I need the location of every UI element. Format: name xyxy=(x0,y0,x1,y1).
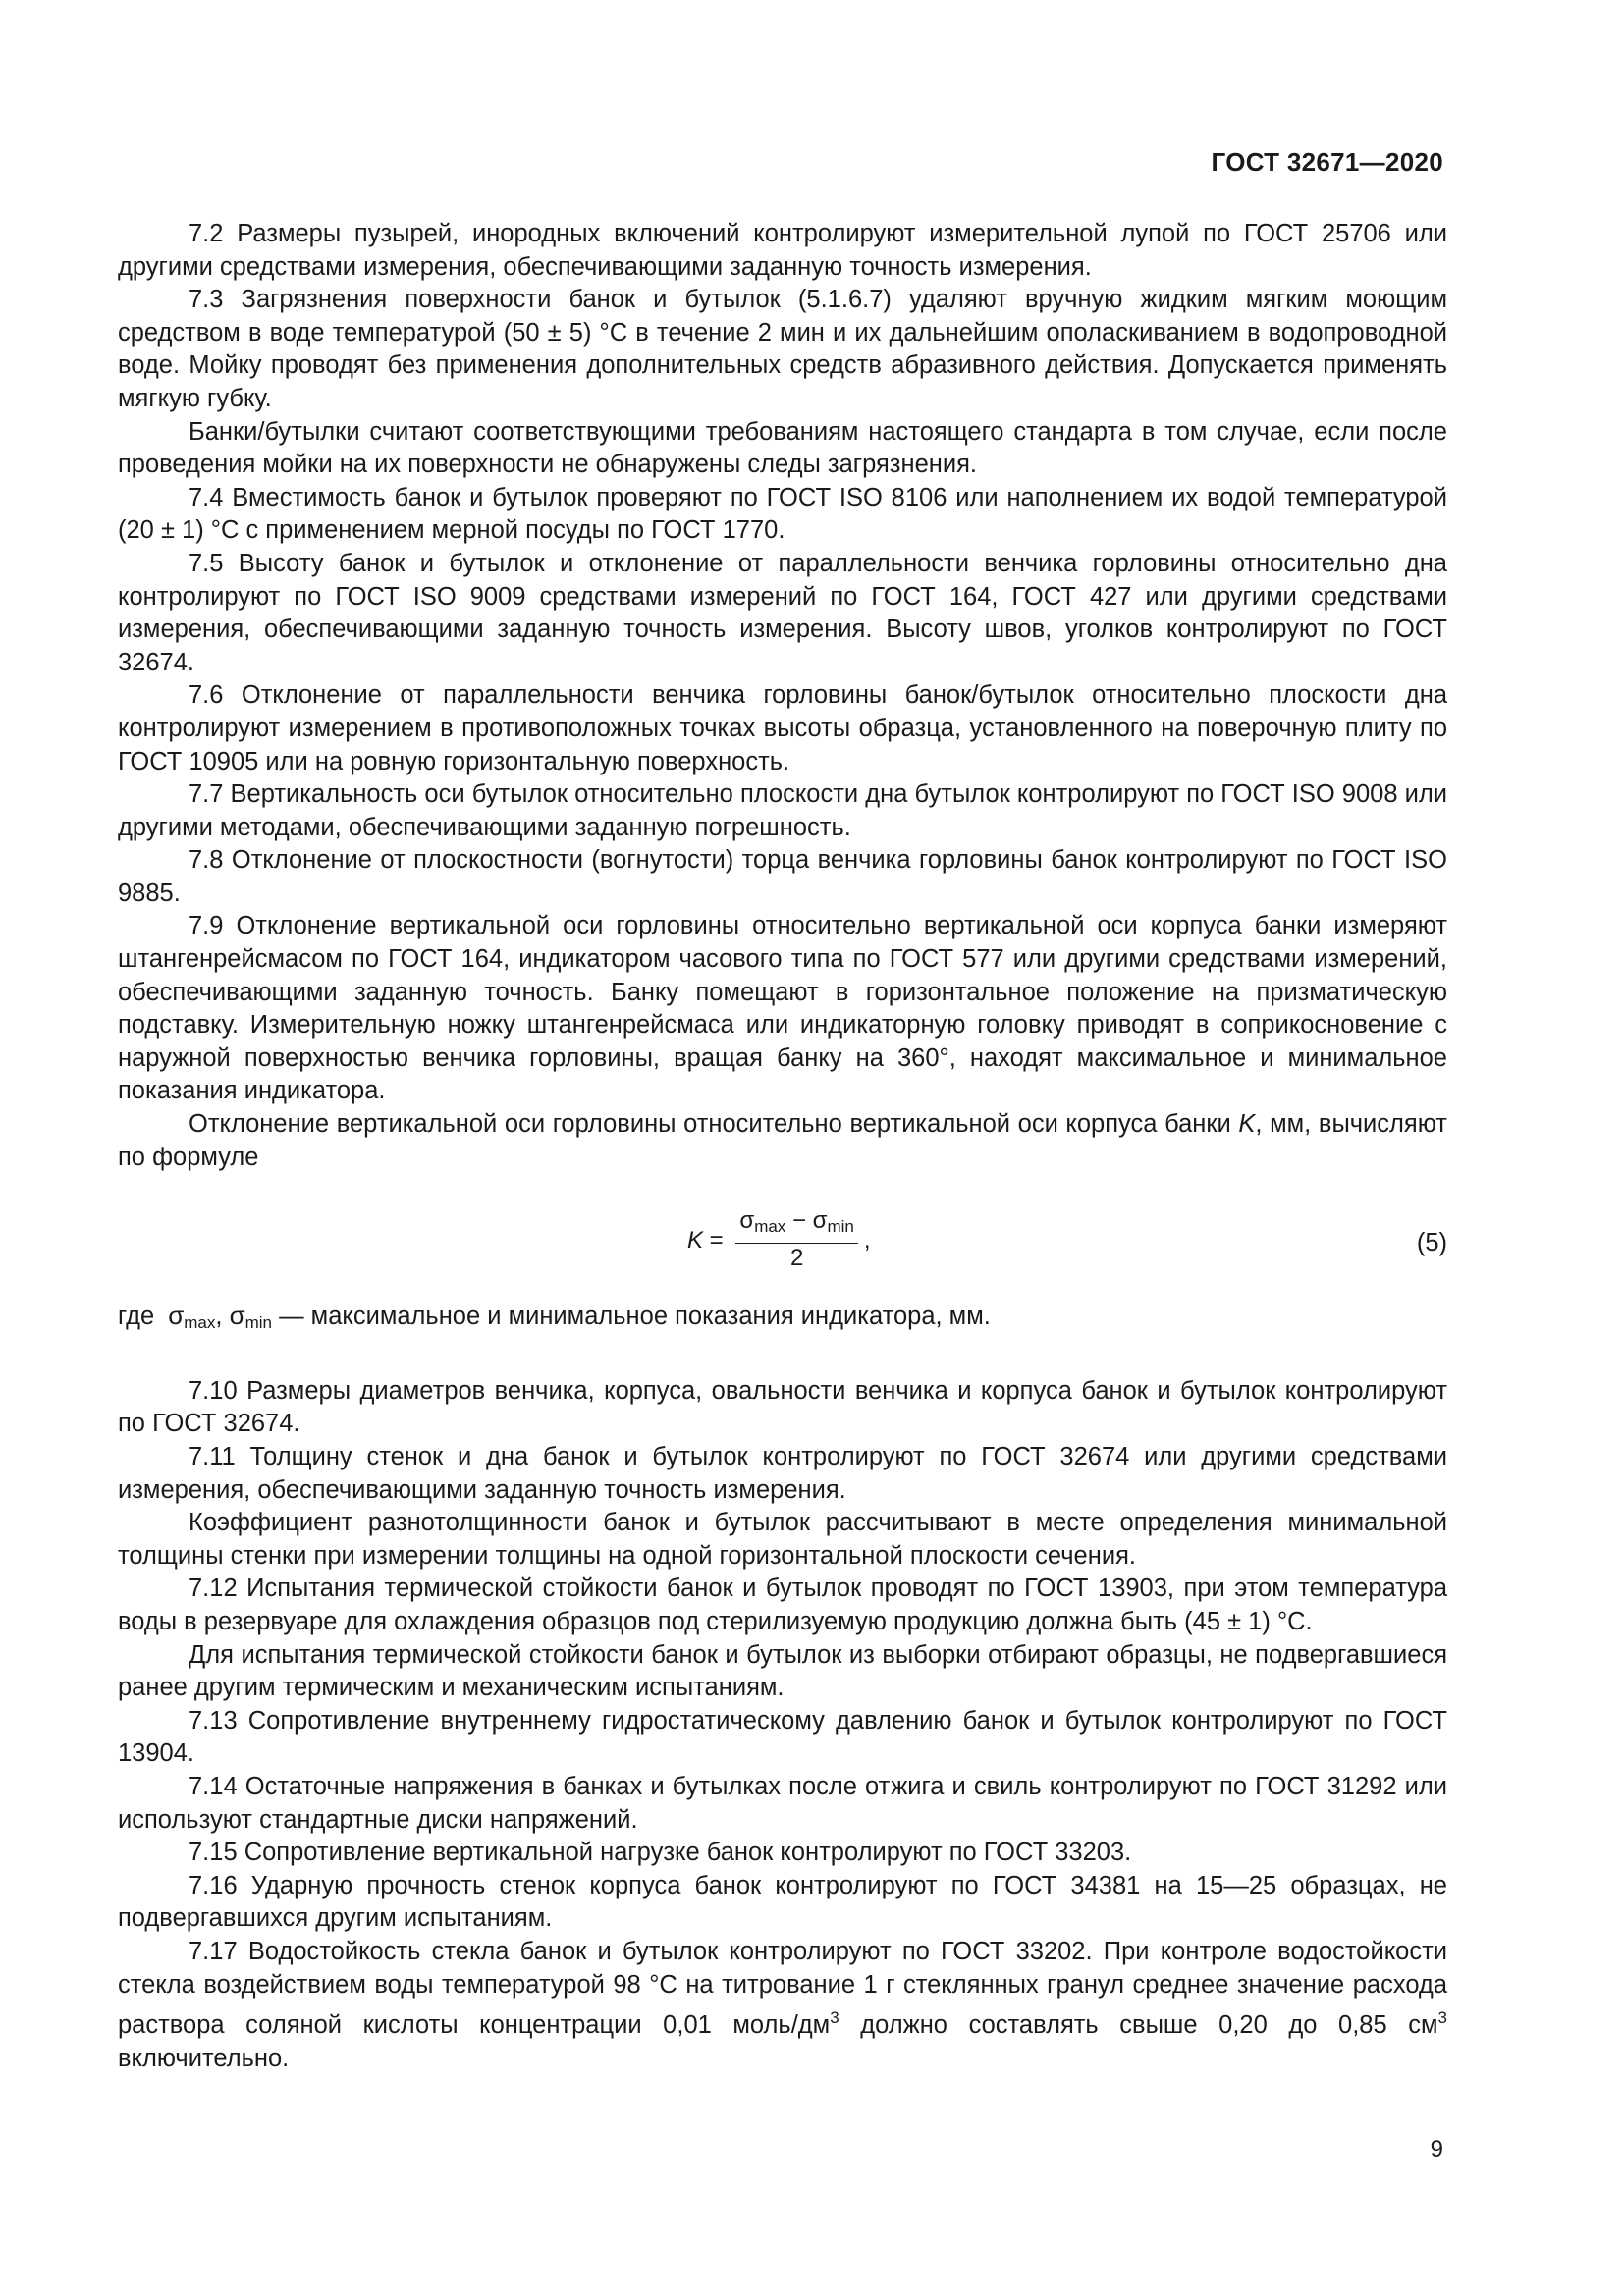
page-body xyxy=(118,218,1447,2075)
formula-intro-symbol: K xyxy=(1238,1110,1256,1139)
where-separator: , xyxy=(215,1303,230,1331)
where-sigma-max: σ xyxy=(168,1301,185,1331)
paragraph-7-17-part3: включительно. xyxy=(118,2044,290,2072)
sigma-min-symbol: σ xyxy=(812,1207,828,1235)
paragraph-7-17-part2: должно составлять свыше 0,20 до 0,85 см xyxy=(839,2011,1438,2040)
paragraph-7-2: 7.2 Размеры пузырей, инородных включений контролируют измерительной лупой по ГОСТ 25706 или другими средствами измерения, обеспечивающими заданную точность измерения. xyxy=(118,220,1447,281)
formula-minus: − xyxy=(785,1207,813,1235)
where-sigma-min: σ xyxy=(229,1301,245,1331)
where-sigma-max-subscript: max xyxy=(184,1313,216,1333)
paragraph-7-10: 7.10 Размеры диаметров венчика, корпуса, овальности венчика и корпуса банок и бутылок контролируют по ГОСТ 32674. xyxy=(118,1376,1447,1438)
paragraph-7-17 xyxy=(118,1936,1447,2075)
paragraph-7-17-part1: 7.17 Водостойкость стекла банок и бутылок контролируют по ГОСТ 33202. При контроле водостойкости стекла воздействием воды температурой 98 °С на титрование 1 г стеклянных гранул среднее значение расхода раствора соляной кислоты концентрации 0,01 моль/дм xyxy=(118,1937,1447,2040)
cubic-superscript-1: 3 xyxy=(830,2008,839,2028)
paragraph-7-12-note: Для испытания термической стойкости банок и бутылок из выборки отбирают образцы, не подвергавшиеся ранее другим термическим и механическим испытаниям. xyxy=(118,1640,1447,1702)
formula-trailing-comma: , xyxy=(863,1226,871,1254)
formula-intro-tail: , мм, вычисляют по формуле xyxy=(118,1110,1447,1171)
paragraph-7-3-note: Банки/бутылки считают соответствующими требованиям настоящего стандарта в том случае, если после проведения мойки на их поверхности не обнаружены следы загрязнения. xyxy=(118,417,1447,479)
formula-5 xyxy=(118,1207,1447,1286)
paragraph-7-4: 7.4 Вместимость банок и бутылок проверяют по ГОСТ ISO 8106 или наполнением их водой температурой (20 ± 1) °С с применением мерной посуды по ГОСТ 1770. xyxy=(118,483,1447,545)
formula-number: (5) xyxy=(1416,1229,1447,1257)
formula-denominator: 2 xyxy=(789,1245,804,1272)
paragraph-7-16: 7.16 Ударную прочность стенок корпуса банок контролируют по ГОСТ 34381 на 15—25 образцах, не подвергавшихся другим испытаниям. xyxy=(118,1871,1447,1933)
formula-numerator xyxy=(735,1207,858,1244)
formula-expression xyxy=(687,1207,871,1273)
paragraph-7-5: 7.5 Высоту банок и бутылок и отклонение от параллельности венчика горловины относительно дна контролируют по ГОСТ ISO 9009 средствами измерений по ГОСТ 164, ГОСТ 427 или другими средствами измерения, обеспечивающими заданную точность измерения. Высоту швов, уголков контролируют по ГОСТ 32674. xyxy=(118,549,1447,676)
paragraph-7-8: 7.8 Отклонение от плоскостности (вогнутости) торца венчика горловины банок контролируют по ГОСТ ISO 9885. xyxy=(118,846,1447,907)
sigma-max-symbol: σ xyxy=(739,1207,755,1235)
paragraph-7-15: 7.15 Сопротивление вертикальной нагрузке банок контролируют по ГОСТ 33203. xyxy=(189,1839,1132,1867)
formula-intro xyxy=(118,1108,1447,1174)
formula-fraction xyxy=(735,1207,858,1273)
where-description: — максимальное и минимальное показания индикатора, мм. xyxy=(272,1303,991,1331)
paragraph-7-7: 7.7 Вертикальность оси бутылок относительно плоскости дна бутылок контролируют по ГОСТ ISO 9008 или другими методами, обеспечивающими заданную погрешность. xyxy=(118,780,1447,841)
paragraph-7-6: 7.6 Отклонение от параллельности венчика горловины банок/бутылок относительно плоскости дна контролируют измерением в противоположных точках высоты образца, установленного на поверочную плиту по ГОСТ 10905 или на ровную горизонтальную поверхность. xyxy=(118,681,1447,775)
where-label: где xyxy=(118,1303,155,1331)
paragraph-7-9: 7.9 Отклонение вертикальной оси горловины относительно вертикальной оси корпуса банки измеряют штангенрейсмасом по ГОСТ 164, индикатором часового типа по ГОСТ 577 или другими средствами измерений, обеспечивающими заданную точность. Банку помещают в горизонтальное положение на призматическую подставку. Измерительную ножку штангенрейсмаса или индикаторную головку приводят в соприкосновение с наружной поверхностью венчика горловины, вращая банку на 360°, находят максимальное и минимальное показания индикатора. xyxy=(118,912,1447,1105)
paragraph-7-11: 7.11 Толщину стенок и дна банок и бутылок контролируют по ГОСТ 32674 или другими средствами измерения, обеспечивающими заданную точность измерения. xyxy=(118,1443,1447,1504)
formula-lhs: K xyxy=(687,1226,704,1254)
paragraph-7-14: 7.14 Остаточные напряжения в банках и бутылках после отжига и свиль контролируют по ГОСТ 31292 или используют стандартные диски напряжений. xyxy=(118,1772,1447,1834)
sigma-min-subscript: min xyxy=(827,1217,854,1237)
standard-designation: ГОСТ 32671—2020 xyxy=(1211,147,1443,177)
sigma-max-subscript: max xyxy=(754,1217,786,1237)
formula-equals: = xyxy=(703,1226,731,1254)
paragraph-7-3: 7.3 Загрязнения поверхности банок и бутылок (5.1.6.7) удаляют вручную жидким мягким моющим средством в воде температурой (50 ± 5) °С в течение 2 мин и их дальнейшим ополаскиванием в водопроводной воде. Мойку проводят без применения дополнительных средств абразивного действия. Допускается применять мягкую губку. xyxy=(118,286,1447,412)
cubic-superscript-2: 3 xyxy=(1437,2008,1447,2028)
paragraph-7-11-note: Коэффициент разнотолщинности банок и бутылок рассчитывают в месте определения минимальной толщины стенки при измерении толщины на одной горизонтальной плоскости сечения. xyxy=(118,1509,1447,1570)
formula-intro-text: Отклонение вертикальной оси горловины относительно вертикальной оси корпуса банки xyxy=(189,1110,1239,1139)
paragraph-7-12: 7.12 Испытания термической стойкости банок и бутылок проводят по ГОСТ 13903, при этом температура воды в резервуаре для охлаждения образцов под стерилизуемую продукцию должна быть (45 ± 1) °С. xyxy=(118,1575,1447,1635)
paragraph-7-13: 7.13 Сопротивление внутреннему гидростатическому давлению банок и бутылок контролируют по ГОСТ 13904. xyxy=(118,1706,1447,1768)
formula-explanation xyxy=(118,1300,1447,1340)
page-number: 9 xyxy=(1430,2136,1443,2163)
where-sigma-min-subscript: min xyxy=(244,1313,273,1333)
